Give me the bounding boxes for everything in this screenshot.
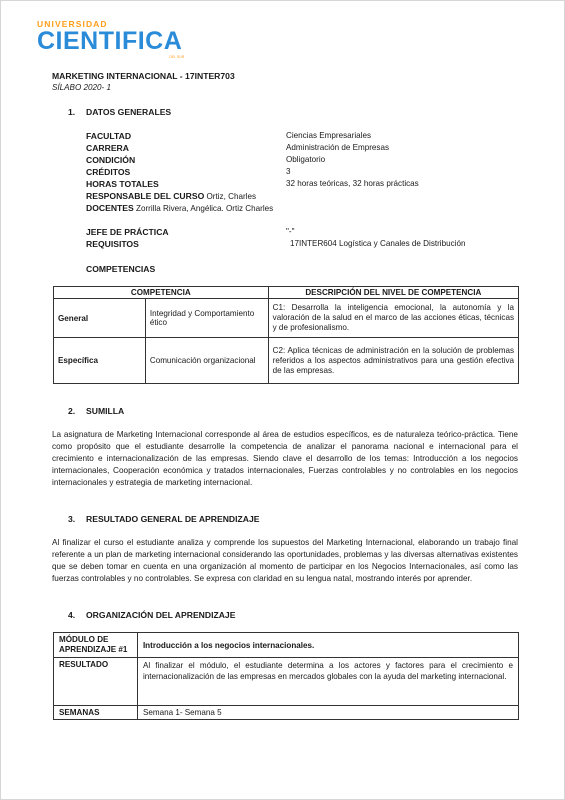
section-4-title: ORGANIZACIÓN DEL APRENDIZAJE [86,610,236,620]
table-row [54,338,519,384]
responsable-label: RESPONSABLE DEL CURSO [86,191,205,201]
syllabus-label: SÍLABO 2020- 1 [52,83,111,92]
table-header: COMPETENCIA [54,287,269,299]
competency-name: Comunicación organizacional [145,338,268,384]
general-label: FACULTAD [86,131,132,141]
jefe-label: JEFE DE PRÁCTICA [86,227,169,237]
logo-name: CIENTIFICA [37,27,183,55]
module-label: MÓDULO DE APRENDIZAJE #1 [54,633,138,658]
resultado-label: RESULTADO [54,658,138,706]
logo-top-text: UNIVERSIDAD [37,19,108,29]
competencias-heading: COMPETENCIAS [86,264,156,274]
table-row [54,633,519,658]
requisitos-value: 17INTER604 Logística y Canales de Distribución [290,239,466,248]
competencias-table [53,286,519,384]
competency-type: Específica [54,338,146,384]
general-label: CRÉDITOS [86,167,131,177]
general-value: Ciencias Empresariales [286,131,372,140]
section-2-number: 2. [68,406,76,416]
competency-name: Integridad y Comportamiento ético [145,299,268,338]
competency-type: General [54,299,146,338]
requisitos-label: REQUISITOS [86,239,139,249]
section-3-title: RESULTADO GENERAL DE APRENDIZAJE [86,514,260,524]
general-value: 32 horas teóricas, 32 horas prácticas [286,179,419,188]
module-title: Introducción a los negocios internacionales. [137,633,518,658]
section-1-number: 1. [68,107,76,117]
docentes-row [86,203,273,213]
module-table [53,632,519,720]
responsable-value: Ortiz, Charles [204,192,256,201]
general-value: Obligatorio [286,155,326,164]
table-row [54,658,519,706]
section-3-number: 3. [68,514,76,524]
table-header: DESCRIPCIÓN DEL NIVEL DE COMPETENCIA [268,287,518,299]
university-logo [37,19,185,59]
competency-description: C1: Desarrolla la inteligencia emocional, la autonomía y la valoración de la salud en el marco de las acciones éticas, técnicas y de profesionalismo. [268,299,518,338]
general-value: Administración de Empresas [286,143,390,152]
logo-tagline: DEL SUR [169,55,185,59]
semanas-label: SEMANAS [54,706,138,720]
general-value: 3 [286,167,291,176]
jefe-value: "-" [286,227,295,236]
docentes-label: DOCENTES [86,203,134,213]
course-title: MARKETING INTERNACIONAL - 17INTER703 [52,71,235,81]
docentes-value: Zorrilla Rivera, Angélica. Ortiz Charles [133,204,274,213]
general-label: CARRERA [86,143,129,153]
table-row [54,299,519,338]
general-label: HORAS TOTALES [86,179,159,189]
responsable-row [86,191,256,201]
module-semanas: Semana 1- Semana 5 [137,706,518,720]
table-header-row [54,287,519,299]
table-row [54,706,519,720]
resultado-paragraph: Al finalizar el curso el estudiante analiza y comprende los supuestos del Marketing Internacional, elaborando un trabajo final referente a un plan de marketing internacional considerando las oportunidades, problemas y las diversas alternativas existentes que se deben tomar en cuenta en una organización al momento de participar en los Negocios Internacionales, así como las fuerzas controlables y no controlables. Se expresa con claridad en su lengua natal, mostrando interés por aprender. [52,538,518,583]
competency-description: C2: Aplica técnicas de administración en la solución de problemas referidos a los aspectos administrativos para una gestión efectiva de las empresas. [268,338,518,384]
sumilla-paragraph: La asignatura de Marketing Internacional corresponde al área de estudios específicos, es de naturaleza teórico-práctica. Tiene como propósito que el estudiante desarrolle la competencia de analizar el panorama nacional e internacional para el crecimiento e internacionalización de las empresas. Siendo clave el desarrollo de los temas: Introducción a los negocios internacionales, Cooperación económica y tratados internacionales, Fuerzas controlables y no controlables en los negocios internacionales y estrategia de marketing internacional. [52,430,518,487]
section-2-title: SUMILLA [86,406,125,416]
section-1-title: DATOS GENERALES [86,107,172,117]
module-resultado: Al finalizar el módulo, el estudiante determina a los actores y factores para el crecimiento e internacionalización de las empresas en mercados globales con la ayuda del marketing internacional. [137,658,518,706]
section-4-number: 4. [68,610,76,620]
general-label: CONDICIÓN [86,155,136,165]
